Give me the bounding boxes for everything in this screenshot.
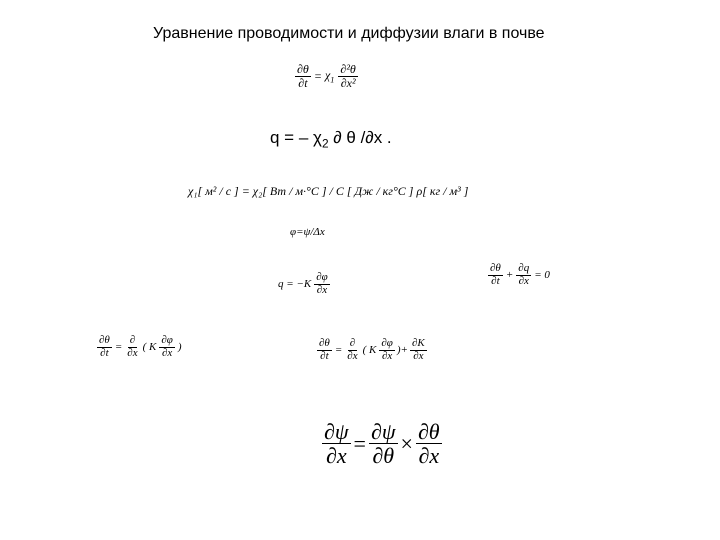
fraction — [295, 63, 311, 89]
fraction: $\frac{\partial\theta}{\partial t}$ — [319, 337, 330, 362]
fraction: $\frac{\partial\varphi}{\partial x}$ — [161, 334, 173, 359]
darcy-law: q = −K $\frac{\partial\varphi}{\partial x}$ — [278, 271, 328, 296]
fraction: $\frac{\partial\theta}{\partial t}$ — [99, 334, 110, 359]
fraction — [338, 63, 357, 89]
potential-definition: φ=ψ/Δх — [290, 226, 325, 238]
fraction: $\frac{\partial\varphi}{\partial x}$ — [316, 271, 328, 296]
fraction: $\frac{\partial K}{\partial x}$ — [411, 337, 425, 362]
richards-equation-gravity: $\frac{\partial\theta}{\partial t}$ = $\frac{\partial}{\partial x}$ ( K $\frac{\partial\varphi}{\partial x}$ )+ $\frac{\partial K}{\partial x}$ — [319, 337, 425, 362]
fraction: $\frac{\partial}{\partial x}$ — [347, 337, 358, 362]
page-title: Уравнение проводимости и диффузии влаги в почве — [153, 25, 545, 42]
chain-rule-equation: $\frac{\partial\psi}{\partial x}$ = $\frac{\partial\psi}{\partial\theta}$ × $\frac{\partial\theta}{\partial x}$ — [324, 419, 440, 469]
coefficient: $\chi_1$ — [324, 67, 335, 85]
fraction: $\frac{\partial\varphi}{\partial x}$ — [381, 337, 393, 362]
numerator: ∂θ — [297, 62, 309, 76]
richards-equation: $\frac{\partial\theta}{\partial t}$ = $\frac{\partial}{\partial x}$ ( K $\frac{\partial\varphi}{\partial x}$ ) — [99, 334, 182, 359]
fraction: $\frac{\partial\theta}{\partial x}$ — [417, 419, 440, 469]
flux-equation: q = – $\chi_2$ ∂ θ /∂x . — [270, 128, 392, 151]
fraction: $\frac{\partial\psi}{\partial\theta}$ — [370, 419, 396, 469]
denominator: ∂t — [298, 75, 308, 90]
fraction: $\frac{\partial\psi}{\partial x}$ — [324, 419, 349, 469]
denominator: ∂x² — [340, 75, 356, 90]
equals-sign: = — [313, 68, 322, 83]
continuity-equation: $\frac{\partial\theta}{\partial t}$ + $\frac{\partial q}{\partial x}$ = 0 — [490, 262, 550, 287]
fraction: $\frac{\partial}{\partial x}$ — [127, 334, 138, 359]
numerator: ∂²θ — [340, 62, 356, 76]
diffusion-equation — [295, 63, 358, 89]
fraction: $\frac{\partial q}{\partial x}$ — [518, 262, 530, 287]
fraction: $\frac{\partial\theta}{\partial t}$ — [490, 262, 501, 287]
units-equation: χ₁[ м² / с ] = χ₂[ Вт / м·°С ] / С [ Дж / кг°С ] ρ[ кг / м³ ] — [188, 184, 469, 198]
